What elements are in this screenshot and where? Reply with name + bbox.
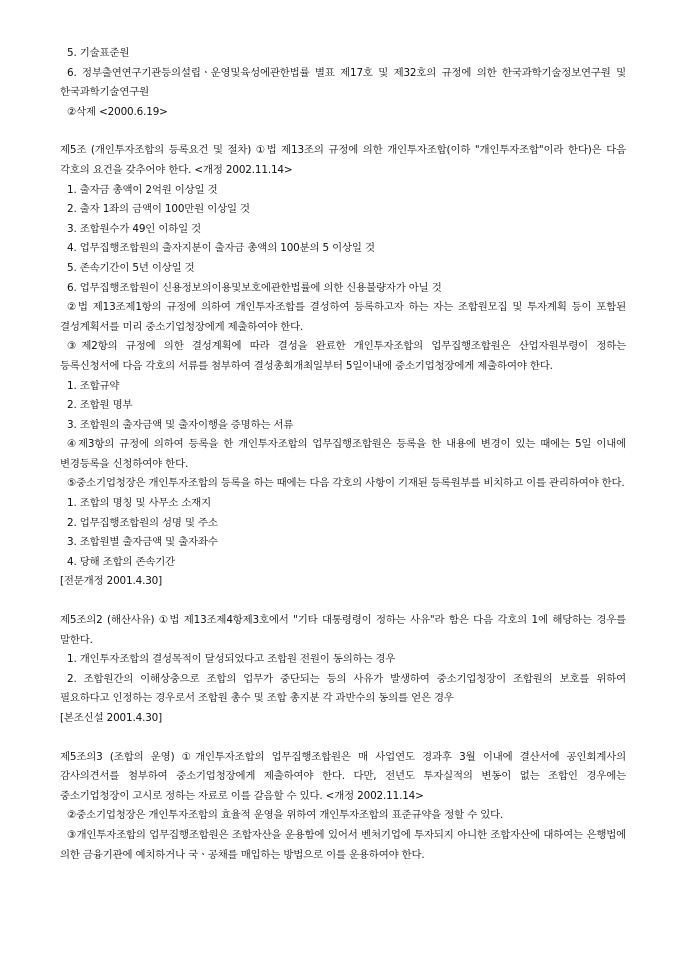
list-item: 1. 개인투자조합의 결성목적이 달성되었다고 조합원 전원이 동의하는 경우	[67, 653, 396, 666]
list-item: 3. 조합원별 출자금액 및 출자좌수	[67, 536, 218, 549]
article-5-2-heading-paragraph: 제5조의2 (해산사유) ①법 제13조제4항제3호에서 "기타 대통령령이 정하는 사유"라 함은 다음 각호의 1에 해당하는 경우를 말한다.	[60, 614, 626, 646]
paragraph: ④제3항의 규정에 의하여 등록을 한 개인투자조합의 업무집행조합원은 등록을 한 내용에 변경이 있는 때에는 5일 이내에 변경등록을 신청하여야 한다.	[60, 438, 626, 470]
paragraph: ③제2항의 규정에 의한 결성계획에 따라 결성을 완료한 개인투자조합의 업무집행조합원은 산업자원부령이 정하는 등록신청서에 다음 각호의 서류를 첨부하여 결성총회개최일부터 5일이내에 중소기업청장에게 제출하여야 한다.	[60, 340, 626, 372]
spacer	[60, 122, 626, 141]
article-5-3-heading-paragraph: 제5조의3 (조합의 운영) ①개인투자조합의 업무집행조합원은 매 사업연도 경과후 3월 이내에 결산서에 공인회계사의 감사의견서를 첨부하여 중소기업청장에게 제출하여야 한다. 다만, 전년도 투자실적의 변동이 없는 조합인 경우에는 중소기업청장이 고시로 정하는 자료로 이를 갈음할 수 있다. <개정 2002.11.14>	[60, 750, 626, 802]
amendment-note: [본조신설 2001.4.30]	[60, 712, 163, 724]
paragraph: ③개인투자조합의 업무집행조합원은 조합자산을 운용함에 있어서 벤처기업에 투자되지 아니한 조합자산에 대하여는 은행법에 의한 금융기관에 예치하거나 국ㆍ공채를 매입하는 방법으로 이를 운용하여야 한다.	[60, 828, 626, 861]
list-item: 2. 업무집행조합원의 성명 및 주소	[67, 516, 218, 529]
list-item: 4. 당해 조합의 존속기간	[67, 555, 176, 568]
list-item: 4. 업무집행조합원의 출자지분이 출자금 총액의 100분의 5 이상일 것	[67, 242, 375, 255]
spacer	[60, 592, 626, 611]
spacer	[60, 729, 626, 748]
list-item: 6. 정부출연연구기관등의설립ㆍ운영및육성에관한법률 별표 제17호 및 제32호의 규정에 의한 한국과학기술정보연구원 및 한국과학기술연구원	[60, 66, 626, 99]
amendment-note: [전문개정 2001.4.30]	[60, 575, 163, 588]
list-item: 3. 조합원의 출자금액 및 출자이행을 증명하는 서류	[67, 418, 294, 431]
article-5-heading-paragraph: 제5조 (개인투자조합의 등록요건 및 절차) ①법 제13조의 규정에 의한 개인투자조합(이하 "개인투자조합"이라 한다)은 다음 각호의 요건을 갖추어야 한다. <개정 2002.11.14>	[60, 144, 626, 176]
list-item: 2. 출자 1좌의 금액이 100만원 이상일 것	[67, 203, 250, 216]
list-item: 2. 조합원간의 이해상충으로 조합의 업무가 중단되는 등의 사유가 발생하여 중소기업청장이 조합원의 보호를 위하여 필요하다고 인정하는 경우로서 조합원 총수 및 조합 총지분 각 과반수의 동의를 얻은 경우	[60, 672, 626, 705]
list-item: 1. 조합규약	[67, 379, 120, 392]
paragraph: ②중소기업청장은 개인투자조합의 효율적 운영을 위하여 개인투자조합의 표준규약을 정할 수 있다.	[67, 809, 504, 822]
statute-document	[60, 44, 626, 865]
list-item: 1. 출자금 총액이 2억원 이상일 것	[67, 183, 218, 196]
paragraph: ②법 제13조제1항의 규정에 의하여 개인투자조합를 결성하여 등록하고자 하는 자는 조합원모집 및 투자계획 등이 포함된 결성계획서를 미리 중소기업청장에게 제출하여야 한다.	[60, 301, 626, 333]
list-item: 6. 업무집행조합원이 신용정보의이용및보호에관한법률에 의한 신용불량자가 아닐 것	[67, 281, 442, 294]
paragraph: ②삭제 <2000.6.19>	[67, 105, 168, 118]
list-item: 1. 조합의 명칭 및 사무소 소재지	[67, 497, 212, 510]
list-item: 5. 존속기간이 5년 이상일 것	[67, 261, 195, 274]
paragraph: ⑤중소기업청장은 개인투자조합의 등록을 하는 때에는 다음 각호의 사항이 기재된 등록원부를 비치하고 이를 관리하여야 한다.	[67, 477, 625, 490]
list-item: 5. 기술표준원	[67, 47, 130, 59]
list-item: 3. 조합원수가 49인 이하일 것	[67, 222, 202, 235]
list-item: 2. 조합원 명부	[67, 399, 133, 412]
